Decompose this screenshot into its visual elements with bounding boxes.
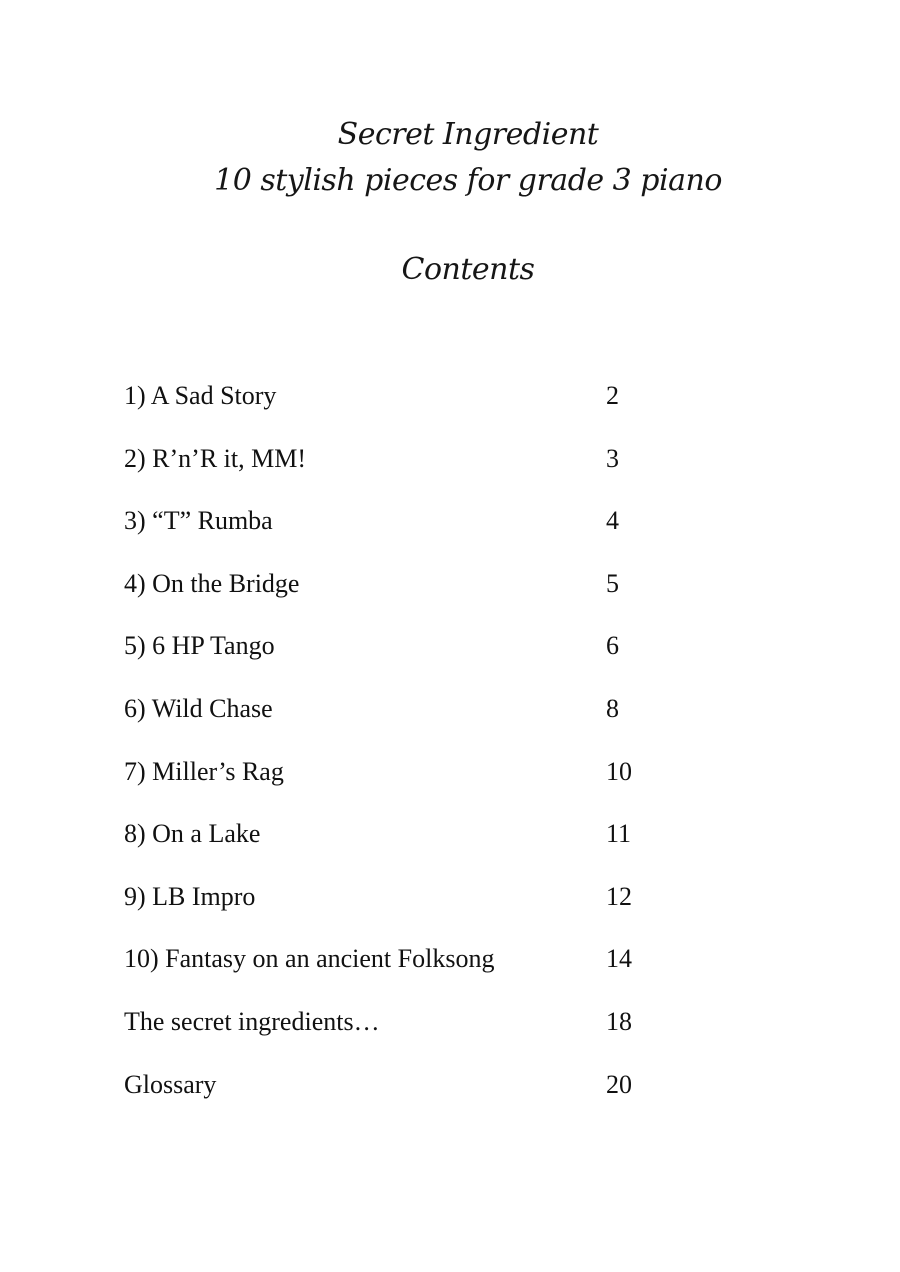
- toc-entry-title: 10) Fantasy on an ancient Folksong: [124, 944, 495, 974]
- toc-entry: [124, 562, 724, 625]
- toc-entry-page: 8: [606, 693, 619, 723]
- toc-entry: [124, 812, 724, 875]
- toc-entry-title: 1) A Sad Story: [124, 381, 277, 410]
- toc-entry: [124, 687, 724, 750]
- toc-entry-page: 5: [606, 568, 619, 598]
- toc-entry-title: 3) “T” Rumba: [124, 506, 273, 536]
- toc-entry-page: 12: [606, 881, 632, 911]
- title-block: [0, 112, 900, 204]
- toc-entry-title: 2) R’n’R it, MM!: [124, 443, 306, 473]
- toc-entry: [124, 437, 724, 500]
- toc-entry-page: 14: [606, 944, 632, 974]
- toc-entry: [124, 1000, 724, 1063]
- toc-entry-title: 7) Miller’s Rag: [124, 756, 284, 786]
- toc-entry-title: 5) 6 HP Tango: [124, 631, 275, 661]
- toc-entry: [124, 374, 724, 437]
- toc-entry-page: 20: [606, 1069, 632, 1099]
- toc-entry-title: 6) Wild Chase: [124, 693, 273, 723]
- toc-entry: [124, 875, 724, 938]
- toc-entry-page: 2: [606, 381, 619, 410]
- toc-entry-page: 11: [606, 819, 632, 849]
- toc-entry-title: 8) On a Lake: [124, 819, 261, 849]
- toc-entry: [124, 499, 724, 562]
- toc-entry: [124, 937, 724, 1000]
- toc-entry-title: The secret ingredients…: [124, 1006, 380, 1036]
- toc-entry-title: 9) LB Impro: [124, 881, 256, 911]
- book-title: Secret Ingredient: [337, 117, 599, 152]
- toc-entry-page: 3: [606, 443, 619, 473]
- toc-entry-page: 6: [606, 631, 619, 661]
- toc-entry-title: 4) On the Bridge: [124, 568, 300, 598]
- toc-entry: [124, 1063, 724, 1126]
- toc-entry: [124, 624, 724, 687]
- table-of-contents: [124, 374, 724, 1125]
- toc-entry-page: 10: [606, 756, 632, 786]
- toc-entry-page: 18: [606, 1006, 632, 1036]
- toc-entry-page: 4: [606, 506, 619, 536]
- toc-entry-title: Glossary: [124, 1069, 217, 1099]
- contents-heading: Contents: [401, 252, 535, 287]
- toc-entry: [124, 750, 724, 813]
- book-subtitle: 10 stylish pieces for grade 3 piano: [214, 163, 722, 198]
